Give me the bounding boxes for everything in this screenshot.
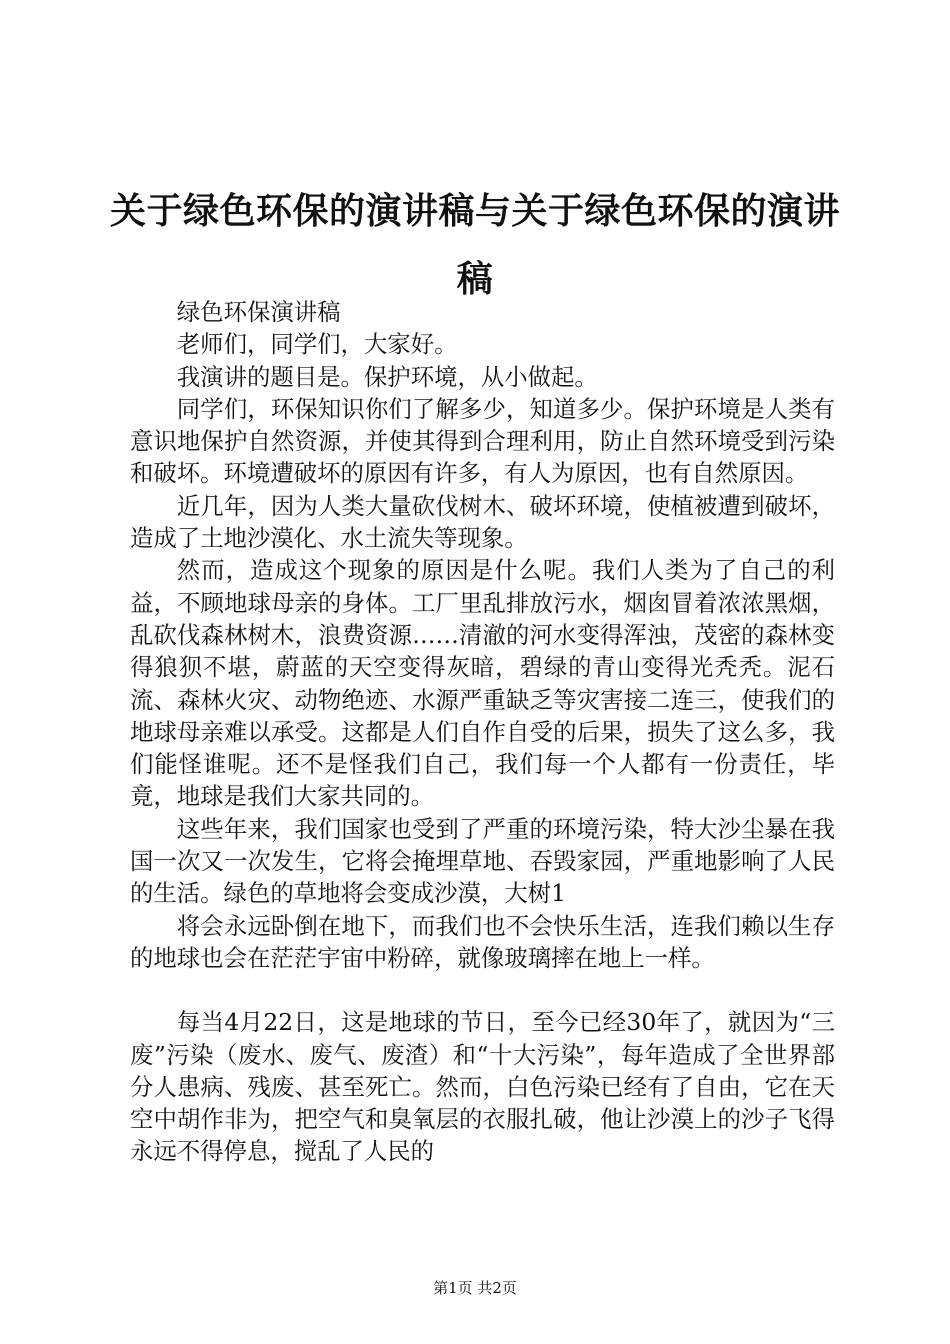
paragraph: 我演讲的题目是。保护环境，从小做起。 [176, 362, 598, 391]
paragraph: 这些年来，我们国家也受到了严重的环境污染，特大沙尘暴在我国一次又一次发生，它将会掩埋草地、吞毁家园，严重地影响了人民的生活。绿色的草地将会变成沙漠，大树1 [130, 814, 835, 908]
page-footer: 第1页 共2页 [433, 1279, 517, 1297]
paragraph: 将会永远卧倒在地下，而我们也不会快乐生活，连我们赖以生存的地球也会在茫茫宇宙中粉碎，就像玻璃摔在地上一样。 [130, 911, 835, 972]
paragraph: 绿色环保演讲稿 [176, 298, 341, 326]
paragraph: 每当4月22日，这是地球的节日，至今已经30年了，就因为“三废”污染（废水、废气、废渣）和“十大污染”，每年造成了全世界部分人患病、残废、甚至死亡。然而，白色污染已经有了自由，它在天空中胡作非为，把空气和臭氧层的衣服扎破，他让沙漠上的沙子飞得永远不得停息，搅乱了人民的 [130, 1008, 835, 1166]
document-body [130, 296, 835, 1168]
paragraph: 近几年，因为人类大量砍伐树木、破坏环境，使植被遭到破坏，造成了土地沙漠化、水土流失等现象。 [130, 491, 835, 553]
document-title: 关于绿色环保的演讲稿与关于绿色环保的演讲稿 [110, 191, 841, 300]
paragraph: 老师们，同学们，大家好。 [176, 330, 458, 359]
paragraph: 然而，造成这个现象的原因是什么呢。我们人类为了自己的利益，不顾地球母亲的身体。工厂里乱排放污水，烟囱冒着浓浓黑烟，乱砍伐森林树木，浪费资源……清澈的河水变得浑浊，茂密的森林变得狼狈不堪，蔚蓝的天空变得灰暗，碧绿的青山变得光秃秃。泥石流、森林火灾、动物绝迹、水源严重缺乏等灾害接二连三，使我们的地球母亲难以承受。这都是人们自作自受的后果，损失了这么多，我们能怪谁呢。还不是怪我们自己，我们每一个人都有一份责任，毕竟，地球是我们大家共同的。 [130, 556, 835, 811]
paragraph: 同学们，环保知识你们了解多少，知道多少。保护环境是人类有意识地保护自然资源，并使其得到合理利用，防止自然环境受到污染和破坏。环境遭破坏的原因有许多，有人为原因，也有自然原因。 [130, 394, 835, 488]
